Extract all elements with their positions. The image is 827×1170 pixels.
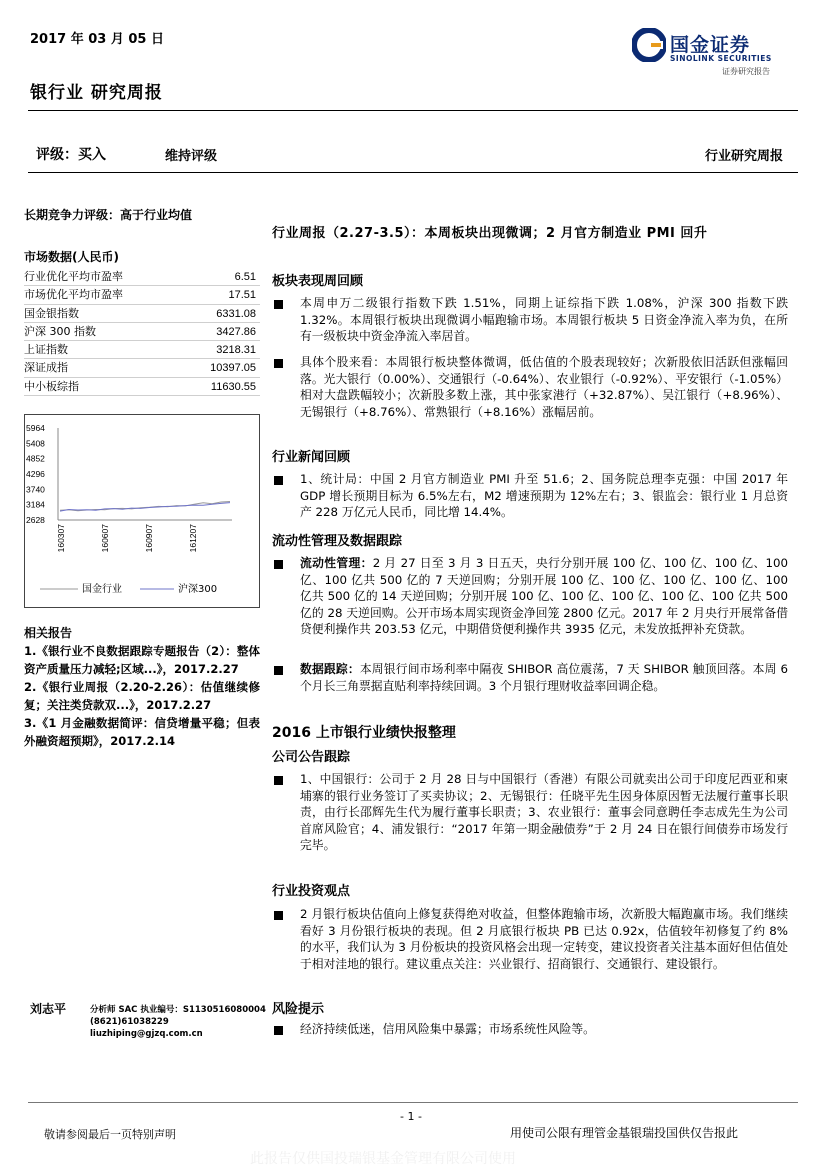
y-tick-label: 2628 — [26, 515, 45, 525]
paragraph-body: 2 月 27 日至 3 月 3 日五天，央行分别开展 100 亿、100 亿、100 亿、100 亿、100 亿共 500 亿的 7 天逆回购；分别开展 100 亿、100 亿、100 亿、100 亿、100 亿共 500 亿的 14 天逆回购；分别开展 100 亿、100 亿、100 亿、100 亿、100 亿共 500 亿的 28 天逆回购。公开市场本周实现资金净回笼 2800 亿元。2017 年 2 月央行开展常备借贷便利操作共 203.53 亿元，中期借贷便利操作共 3935 亿元，未发放抵押补充贷款。 — [300, 556, 788, 636]
market-data-label: 沪深 300 指数 — [24, 324, 96, 338]
market-data-row — [24, 286, 260, 304]
page-number: - 1 - — [400, 1110, 422, 1123]
section-title: 2016 上市银行业绩快报整理 — [272, 725, 456, 741]
market-data-label: 行业优化平均市盈率 — [24, 270, 123, 283]
author-info — [90, 1004, 266, 1040]
footer-right-text: 用使司公限有理管金基银瑞投国供仅告报此 — [510, 1126, 739, 1140]
y-tick-label: 5408 — [26, 438, 45, 449]
section-title: 公司公告跟踪 — [272, 750, 351, 765]
competitiveness-rating: 长期竞争力评级：高于行业均值 — [24, 208, 193, 222]
market-data-label: 中小板综指 — [24, 379, 79, 393]
paragraph: 2 月银行板块估值向上修复获得绝对收益，但整体跑输市场，次新股大幅跑赢市场。我们继续看好 3 月份银行板块的表现。但 2 月底银行板块 PB 已达 0.92x，估值较年初修复了约 8%的水平，我们认为 3 月份板块的投资风格会出现一定转变，建议投资者关注基本面好但估值处于相对洼地的银行。建议重点关注：兴业银行、招商银行、交通银行、建设银行。 — [300, 907, 788, 971]
market-data-label: 市场优化平均市盈率 — [24, 288, 123, 302]
paragraph: 1、统计局：中国 2 月官方制造业 PMI 升至 51.6；2、国务院总理李克强：中国 2017 年 GDP 增长预期目标为 6.5%左右，M2 增速预期为 12%左右；3、银监会：银行业 1 月总资产 228 万亿元人民币，同比增 14.4%。 — [300, 472, 788, 519]
bullet-icon — [274, 666, 283, 675]
chart-frame — [25, 415, 260, 608]
market-data-value: 6.51 — [234, 271, 256, 283]
logo-subtitle: 证券研究报告 — [722, 67, 770, 76]
market-data-row — [24, 305, 260, 323]
author-email[interactable]: liuzhiping@gjzq.com.cn — [90, 1029, 203, 1039]
series-line-1 — [60, 503, 230, 512]
bullet-icon — [274, 476, 283, 485]
section-title: 行业新闻回顾 — [272, 450, 351, 465]
market-data-row — [24, 341, 260, 359]
y-tick-label: 3740 — [26, 484, 45, 495]
paragraph-lead: 数据跟踪： — [300, 662, 360, 676]
legend-label: 沪深300 — [178, 584, 218, 595]
sinolink-logo-icon — [632, 28, 666, 62]
divider — [28, 172, 798, 173]
bullet-icon — [274, 359, 283, 368]
y-tick-label: 5964 — [26, 423, 45, 433]
section-title: 板块表现周回顾 — [272, 274, 364, 289]
section-title: 风险提示 — [272, 1002, 325, 1017]
market-data-label: 深证成指 — [24, 361, 68, 375]
related-report-item[interactable]: 2.《银行业周报（2.20-2.26）：估值继续修复；关注类贷款双...》，2017.2.27 — [24, 680, 260, 712]
footer-divider — [28, 1102, 798, 1103]
market-data-row — [24, 323, 260, 341]
related-report-item[interactable]: 1.《银行业不良数据跟踪专题报告（2）：整体资产质量压力减轻;区域...》，2017.2.27 — [24, 644, 260, 676]
index-line-chart — [24, 414, 260, 608]
related-reports-title: 相关报告 — [24, 626, 73, 640]
paragraph: 1、中国银行：公司于 2 月 28 日与中国银行（香港）有限公司就卖出公司于印度尼西亚和柬埔寨的银行业务签订了买卖协议；2、无锡银行：任晓平先生因身体原因暂无法履行董事长职责，由行长邵辉先生代为履行董事长职责；3、农业银行：董事会同意聘任李志成先生为公司首席风险官；4、浦发银行：“2017 年第一期金融债券”于 2 月 24 日在银行间债券市场发行完毕。 — [300, 772, 788, 852]
x-tick-label: 160607 — [100, 524, 110, 553]
market-data-table — [24, 268, 260, 396]
author-phone: (8621)61038229 — [90, 1017, 169, 1027]
market-data-label: 国金银指数 — [24, 306, 79, 320]
market-data-row — [24, 359, 260, 377]
paragraph — [300, 661, 788, 694]
section-title: 行业投资观点 — [272, 884, 351, 899]
section-title: 流动性管理及数据跟踪 — [272, 534, 403, 549]
y-tick-label: 4296 — [26, 469, 45, 479]
rating-sub: 维持评级 — [165, 149, 218, 164]
main-title: 行业周报（2.27-3.5）：本周板块出现微调；2 月官方制造业 PMI 回升 — [272, 226, 708, 241]
market-data-value: 10397.05 — [210, 362, 256, 375]
report-date: 2017 年 03 月 05 日 — [30, 32, 164, 47]
paragraph: 本周申万二级银行指数下跌 1.51%，同期上证综指下跌 1.08%，沪深 300 指数下跌 1.32%。本周银行板块出现微调小幅跑输市场。本周银行板块 5 日资金净流入率为负，在所有一级板块中资金净流入率居首。 — [300, 296, 788, 343]
paragraph: 经济持续低迷，信用风险集中暴露；市场系统性风险等。 — [300, 1022, 595, 1036]
logo-text-en: SINOLINK SECURITIES — [670, 54, 772, 63]
paragraph-lead: 流动性管理： — [300, 556, 373, 570]
bullet-icon — [274, 300, 283, 309]
market-data-value: 3218.31 — [216, 344, 256, 357]
x-tick-label: 160907 — [144, 524, 154, 553]
watermark: 此报告仅供国投瑞银基金管理有限公司使用 — [250, 1151, 516, 1167]
x-tick-label: 160307 — [56, 524, 66, 553]
market-data-value: 17.51 — [228, 289, 256, 302]
market-data-label: 上证指数 — [24, 343, 68, 357]
market-data-row — [24, 378, 260, 396]
bullet-icon — [274, 776, 283, 785]
doc-type: 银行业 研究周报 — [30, 83, 163, 103]
author-name: 刘志平 — [30, 1002, 67, 1016]
author-license: 分析师 SAC 执业编号：S1130516080004 — [90, 1005, 266, 1015]
paragraph — [300, 555, 788, 638]
logo-text-cn: 国金证券 — [670, 34, 751, 56]
report-category: 行业研究周报 — [704, 149, 783, 164]
market-data-value: 11630.55 — [210, 380, 256, 393]
bullet-icon — [274, 911, 283, 920]
market-data-row — [24, 268, 260, 286]
x-tick-label: 161207 — [188, 524, 198, 553]
related-report-item[interactable]: 3.《1 月金融数据简评：信贷增量平稳；但表外融资超预期》，2017.2.14 — [24, 716, 260, 748]
related-reports-list — [24, 642, 260, 750]
paragraph: 具体个股来看：本周银行板块整体微调，低估值的个股表现较好；次新股依旧活跃但涨幅回落。光大银行（0.00%）、交通银行（-0.64%）、农业银行（-0.92%）、平安银行（-1.05%）相对大盘跌幅较小；次新股多数上涨，其中张家港行（+32.87%）、吴江银行（+8.96%）、无锡银行（+8.76%）、常熟银行（+8.16%）涨幅居前。 — [300, 355, 788, 419]
bullet-icon — [274, 1026, 283, 1035]
legend-label: 国金行业 — [82, 584, 122, 595]
y-tick-label: 4852 — [26, 453, 45, 464]
divider — [28, 110, 798, 111]
market-data-value: 3427.86 — [216, 325, 256, 338]
rating: 评级：买入 — [36, 147, 106, 163]
y-tick-label: 3184 — [26, 499, 45, 510]
bullet-icon — [274, 560, 283, 569]
footer-disclaimer: 敬请参阅最后一页特别声明 — [44, 1128, 176, 1141]
market-data-title: 市场数据(人民币) — [24, 250, 119, 264]
paragraph-body: 本周银行间市场利率中隔夜 SHIBOR 高位震荡，7 天 SHIBOR 触顶回落。本周 6 个月长三角票据直贴利率持续回调。3 个月银行理财收益率回调企稳。 — [300, 662, 788, 693]
market-data-value: 6331.08 — [216, 307, 256, 320]
